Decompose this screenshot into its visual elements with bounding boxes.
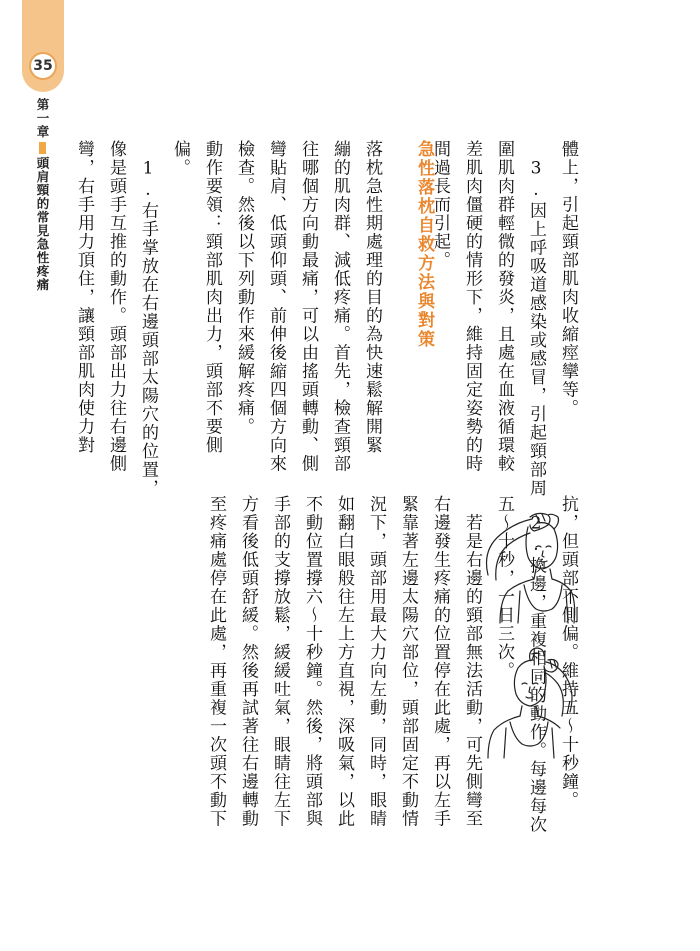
section-heading: 急性落枕自救方法與對策 [414,140,434,349]
text-line: 間過長而引起。 [430,140,450,270]
text-line: 五～十秒，一日三次。 [494,495,514,680]
upper-right-paragraph [424,140,584,498]
text-line: 2.換邊，重複相同的動作。每邊每次 [526,495,546,834]
text-line: 3.因上呼吸道感染或感冒，引起頸部周 [526,140,546,498]
text-line: 手部的支撐放鬆，緩緩吐氣，眼睛往左下 [270,495,290,828]
text-line: 像是頭手互推的動作。頭部出力往右邊側 [106,140,126,473]
text-line: 差肌肉僵硬的情形下，維持固定姿勢的時 [462,140,482,473]
woman-head-press-illustration-1 [478,505,578,625]
text-line: 繃的肌肉群、減低疼痛。首先，檢查頸部 [330,140,350,473]
chapter-label [30,98,54,292]
text-line: 彎貼肩、低頭仰頭、前伸後縮四個方向來 [266,140,286,473]
chapter-separator [39,142,46,154]
text-line: 彎，右手用力頂住，讓頸部肌肉使力對 [74,140,94,455]
text-line: 體上，引起頸部肌肉收縮痙攣等。 [558,140,578,418]
page-number: 35 [29,52,57,80]
text-line: 檢查。然後以下列動作來緩解疼痛。 [234,140,254,436]
chapter-title: 頭肩頸的常見急性疼痛 [35,156,50,292]
text-line: 如翻白眼般往左上方直視，深吸氣，以此 [334,495,354,828]
text-line: 緊靠著左邊太陽穴部位，頭部固定不動情 [398,495,418,828]
chapter-number: 第一章 [35,98,50,139]
text-line: 不動位置撐六～十秒鐘。然後，將頭部與 [302,495,322,828]
text-line: 方看後低頭舒緩。然後再試著往右邊轉動 [238,495,258,828]
text-line: 若是右邊的頸部無法活動，可先側彎至 [462,495,482,828]
text-line: 右邊發生疼痛的位置停在此處，再以左手 [430,495,450,828]
text-line: 況下，頭部用最大力向左動，同時，眼睛 [366,495,386,828]
upper-left-paragraph [68,140,388,498]
text-line: 至疼痛處停在此處，再重複一次頭不動下 [206,495,226,828]
text-line: 圍肌肉群輕微的發炎，且處在血液循環較 [494,140,514,473]
text-line: 1.右手掌放在右邊頭部太陽穴的位置， [138,140,158,498]
woman-head-press-illustration-2 [478,640,578,760]
text-line: 動作要領：頸部肌肉出力，頭部不要側 [202,140,222,455]
text-line: 抗，但頭部不側偏。維持五～十秒鐘。 [558,495,578,810]
text-line: 往哪個方向動最痛，可以由搖頭轉動、側 [298,140,318,473]
text-line: 偏。 [170,140,190,177]
text-line: 落枕急性期處理的目的為快速鬆解開緊 [362,140,382,455]
